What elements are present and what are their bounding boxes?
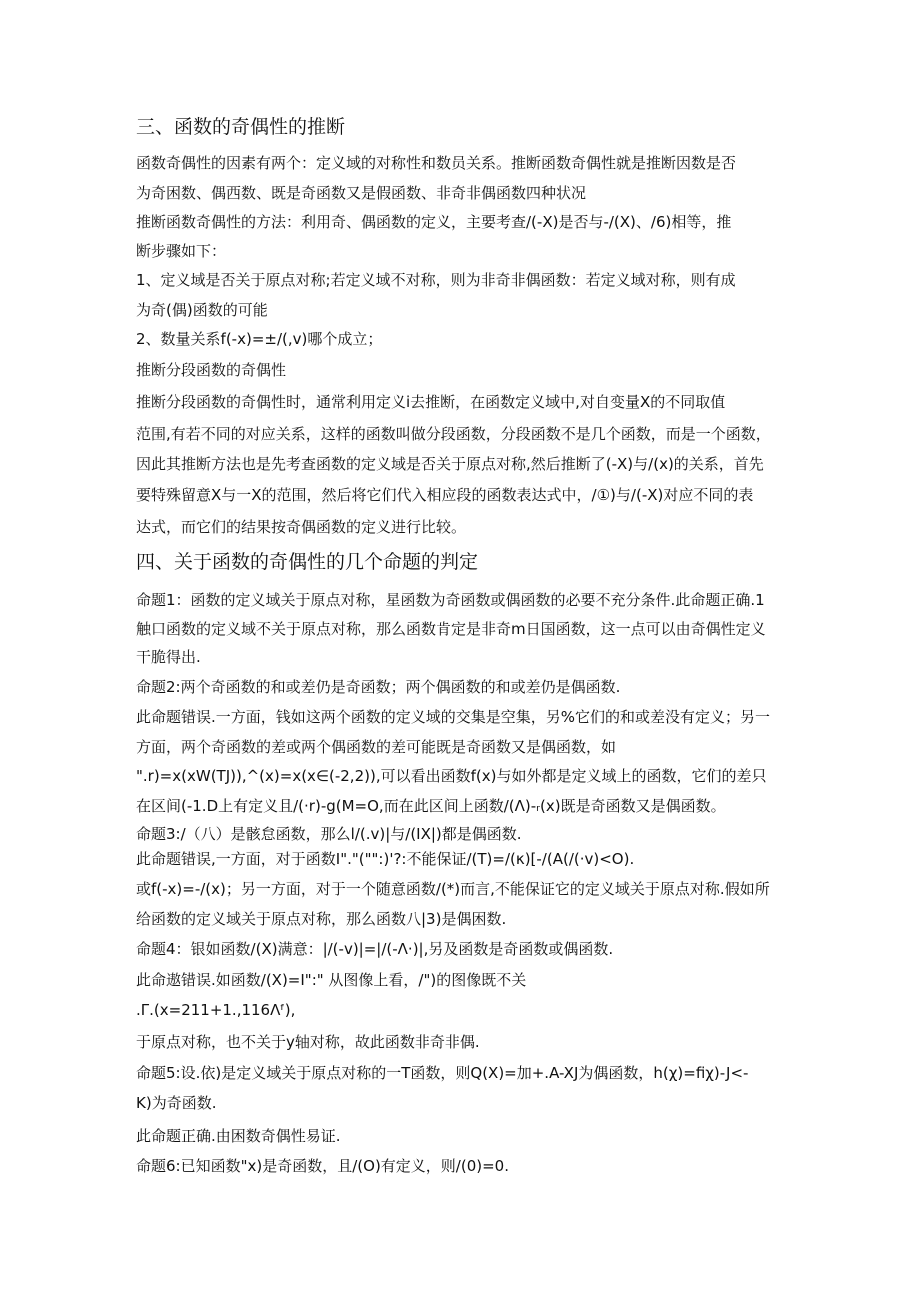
line: 此命题错误.一方面，钱如这两个函数的定义域的交集是空集，另%它们的和或差没有定义；另一 bbox=[136, 708, 771, 726]
line: 此命题错误,一方面，对于函数I"."("":)'?:不能保证/(T)=/(κ)[-/(A(/(·v)<O). bbox=[136, 850, 635, 868]
line: 推断函数奇偶性的方法：利用奇、偶函数的定义，主要考查/(-X)是否与-/(X)、/6)相等，推 bbox=[136, 213, 732, 231]
line: 命题3:/（八）是骸怠函数，那么l/(.v)|与/(IX|)都是偶函数. bbox=[136, 825, 522, 843]
line: 在区间(-1.D上有定义且/(·r)-g(M=O,而在此区间上函数/(Λ)-ᵣ(x)既是奇函数又是偶函数。 bbox=[136, 797, 726, 815]
line: 推断分段函数的奇偶性时，通常利用定义i去推断，在函数定义域中,对自变量X的不同取值 bbox=[136, 393, 726, 411]
line: 达式，而它们的结果按奇偶函数的定义进行比较。 bbox=[136, 518, 467, 536]
line: 于原点对称，也不关于y轴对称，故此函数非奇非偶. bbox=[136, 1033, 480, 1051]
line: 此命遨错误.如函数/(X)=I":" 从图像上看，/")的图像既不关 bbox=[136, 971, 527, 989]
line: 四、关于函数的奇偶性的几个命题的判定 bbox=[136, 551, 479, 573]
line: 或f(-x)=-/(x)；另一方面，对于一个随意函数/(*)而言,不能保证它的定义域关于原点对称.假如所 bbox=[136, 880, 770, 898]
line: .Γ.(x=211+1.,116Λᶠ), bbox=[136, 1001, 296, 1019]
line: 干脆得出. bbox=[136, 648, 201, 666]
line: 为奇(偶)函数的可能 bbox=[136, 301, 268, 319]
line: 因此其推断方法也是先考查函数的定义域是否关于原点对称,然后推断了(-X)与/(x)的关系，首先 bbox=[136, 455, 764, 473]
line: 命题2:两个奇函数的和或差仍是奇函数；两个偶函数的和或差仍是偶函数. bbox=[136, 678, 621, 696]
line: 三、函数的奇偶性的推断 bbox=[136, 116, 346, 138]
line: 1、定义域是否关于原点对称;若定义域不对称，则为非奇非偶函数：若定义域对称，则有成 bbox=[136, 271, 736, 289]
line: 范围,有若不同的对应关系，这样的函数叫做分段函数，分段函数不是几个函数，而是一个函数， bbox=[136, 425, 771, 443]
line: 命题4：银如函数/(X)满意：|/(-v)|=|/(-Λ·)|,另及函数是奇函数或偶函数. bbox=[136, 940, 614, 958]
line: 方面，两个奇函数的差或两个偶函数的差可能既是奇函数又是偶函数，如 bbox=[136, 738, 617, 756]
line: 推断分段函数的奇偶性 bbox=[136, 361, 287, 379]
line: 此命题正确.由困数奇偶性易证. bbox=[136, 1127, 341, 1145]
line: 给函数的定义域关于原点对称，那么函数八|3)是偶困数. bbox=[136, 910, 507, 928]
line: 2、数量关系f(-x)=±/(,v)哪个成立； bbox=[136, 330, 383, 348]
line: 函数奇偶性的因素有两个：定义域的对称性和数员关系。推断函数奇偶性就是推断因数是否 bbox=[136, 154, 737, 172]
line: 要特殊留意X与一X的范围，然后将它们代入相应段的函数表达式中，/①)与/(-X)对应不同的表 bbox=[136, 486, 754, 504]
line: 命题1：函数的定义域关于原点对称，星函数为奇函数或偶函数的必要不充分条件.此命题正确.1 bbox=[136, 591, 765, 609]
line: 触口函数的定义域不关于原点对称，那么函数肯定是非奇m日国函数，这一点可以由奇偶性定义 bbox=[136, 620, 766, 638]
line: ".r)=x(xW(TJ)),^(x)=x(x∈(-2,2)),可以看出函数f(x)与如外都是定义域上的函数，它们的差只 bbox=[136, 767, 767, 785]
line: 为奇困数、偶西数、既是奇函数又是假函数、非奇非偶函数四种状况 bbox=[136, 184, 587, 202]
line: 断步骤如下： bbox=[136, 242, 227, 260]
line: K)为奇函数. bbox=[136, 1094, 217, 1112]
line: 命题6:已知函数"x)是奇函数，且/(O)有定义，则/(0)=0. bbox=[136, 1157, 509, 1175]
line: 命题5:设.依)是定义域关于原点对称的一T函数，则Q(X)=加+.A-XJ为偶函数，h(χ)=fiχ)-J<- bbox=[136, 1064, 749, 1082]
